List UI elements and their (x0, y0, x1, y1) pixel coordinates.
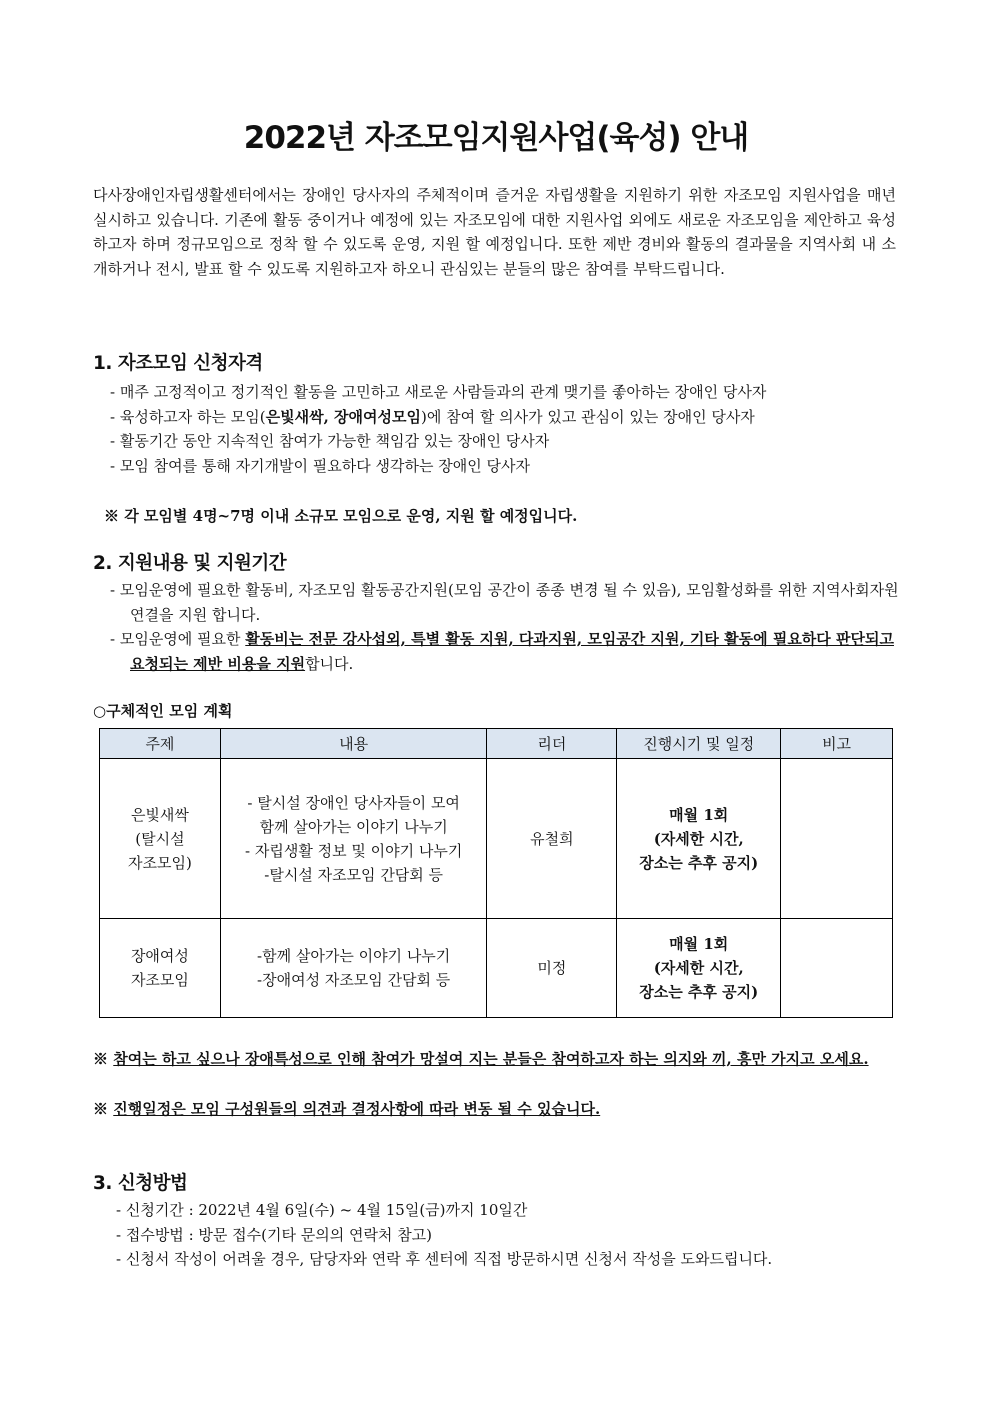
cell-note (781, 919, 893, 1018)
cell-schedule (617, 759, 781, 919)
list-item-text: - 육성하고자 하는 모임( (110, 407, 266, 426)
document-title: 2022년 자조모임지원사업(육성) 안내 (243, 120, 749, 156)
list-item: - 활동기간 동안 지속적인 참여가 가능한 책임감 있는 장애인 당사자 (110, 432, 550, 450)
emphasis-text: 활동비는 전문 강사섭외, 특별 활동 지원, 다과지원, 모임공간 지원, 기타 활동에 필요하다 판단되고 요청되는 제반 비용을 지원 (130, 630, 894, 673)
header-note: 비고 (781, 729, 893, 759)
section1-heading: 1. 자조모임 신청자격 (93, 353, 263, 374)
table-row (100, 759, 893, 919)
table-header-row (100, 729, 893, 759)
list-item: - 매주 고정적이고 정기적인 활동을 고민하고 새로운 사람들과의 관계 맺기를 좋아하는 장애인 당사자 (110, 383, 767, 401)
header-schedule: 진행시기 및 일정 (617, 729, 781, 759)
cell-leader: 미정 (487, 919, 617, 1018)
section2-list (110, 578, 900, 676)
cell-line: -장애여성 자조모임 간담회 등 (257, 971, 451, 989)
list-item: - 신청서 작성이 어려울 경우, 담당자와 연락 후 센터에 직접 방문하시면 신청서 작성을 도와드립니다. (116, 1250, 773, 1268)
warning-note-2 (93, 1097, 899, 1121)
cell-line: 매월 1회 (669, 805, 729, 824)
cell-content (220, 919, 487, 1018)
cell-line: - 자립생활 정보 및 이야기 나누기 (245, 841, 463, 860)
cell-line: (탈시설 (135, 829, 185, 848)
cell-note (781, 759, 893, 919)
cell-line: - 탈시설 장애인 당사자들이 모여 (247, 793, 460, 812)
section1-note: ※ 각 모임별 4명~7명 이내 소규모 모임으로 운영, 지원 할 예정입니다. (104, 507, 578, 525)
table-row (100, 919, 893, 1018)
cell-schedule (617, 919, 781, 1018)
section2-heading: 2. 지원내용 및 지원기간 (93, 553, 287, 574)
list-item: - 접수방법 : 방문 접수(기타 문의의 연락처 참고) (116, 1225, 433, 1244)
cell-topic (100, 919, 221, 1018)
warning-note-1 (93, 1047, 899, 1071)
section3-heading: 3. 신청방법 (93, 1173, 188, 1194)
cell-content (220, 759, 487, 919)
cell-line: 장소는 추후 공지) (639, 983, 759, 1001)
cell-line: (자세한 시간, (653, 829, 744, 848)
cell-line: 장애여성 (130, 947, 189, 965)
cell-line: 매월 1회 (669, 935, 729, 953)
header-leader: 리더 (487, 729, 617, 759)
cell-line: -탈시설 자조모임 간담회 등 (264, 865, 444, 884)
list-item: - 신청기간 : 2022년 4월 6일(수) ~ 4월 15일(금)까지 10일간 (116, 1201, 528, 1219)
cell-line: 장소는 추후 공지) (639, 853, 759, 872)
cell-line: 자조모임 (130, 971, 189, 989)
header-topic: 주제 (100, 729, 221, 759)
cell-line: 은빛새싹 (130, 805, 189, 824)
warning-text: 참여는 하고 싶으나 장애특성으로 인해 참여가 망설여 지는 분들은 참여하고자 하는 의지와 끼, 흥만 가지고 오세요. (113, 1050, 869, 1068)
reference-mark: ※ (93, 1100, 109, 1118)
list-item-text: )에 참여 할 의사가 있고 관심이 있는 장애인 당사자 (421, 407, 755, 426)
section1-list (110, 380, 900, 478)
list-item: - 모임 참여를 통해 자기개발이 필요하다 생각하는 장애인 당사자 (110, 456, 530, 475)
header-content: 내용 (220, 729, 487, 759)
cell-topic (100, 759, 221, 919)
list-item: - 모임운영에 필요한 활동비, 자조모임 활동공간지원(모임 공간이 종종 변경 될 수 있음), 모임활성화를 위한 지역사회자원 연결을 지원 합니다. (110, 581, 899, 624)
section3-list (116, 1198, 900, 1272)
cell-line: 함께 살아가는 이야기 나누기 (259, 817, 448, 836)
list-item-text: 합니다. (305, 654, 354, 673)
plan-subheading: ○구체적인 모임 계획 (93, 702, 233, 720)
plan-table (99, 728, 893, 1018)
warning-text: 진행일정은 모임 구성원들의 의견과 결정사항에 따라 변동 될 수 있습니다. (113, 1100, 601, 1118)
cell-line: 자조모임) (128, 853, 192, 872)
cell-line: (자세한 시간, (653, 959, 744, 977)
list-item (110, 405, 900, 430)
list-item (110, 627, 900, 676)
group-names: 은빛새싹, 장애여성모임 (265, 407, 421, 426)
reference-mark: ※ (93, 1050, 109, 1068)
cell-leader: 유철희 (487, 759, 617, 919)
cell-line: -함께 살아가는 이야기 나누기 (257, 947, 451, 965)
intro-paragraph: 다사장애인자립생활센터에서는 장애인 당사자의 주체적이며 즐거운 자립생활을 지원하기 위한 자조모임 지원사업을 매년 실시하고 있습니다. 기존에 활동 중이거나 예정에 있는 자조모임에 대한 지원사업 외에도 새로운 자조모임을 제안하고 육성하고자 하며 정규모임으로 정착 할 수 있도록 운영, 지원 할 예정입니다. 또한 제반 경비와 활동의 결과물을 지역사회 내 소개하거나 전시, 발표 할 수 있도록 지원하고자 하오니 관심있는 분들의 많은 참여를 부탁드립니다. (93, 186, 896, 278)
list-item-text: - 모임운영에 필요한 (110, 630, 246, 648)
